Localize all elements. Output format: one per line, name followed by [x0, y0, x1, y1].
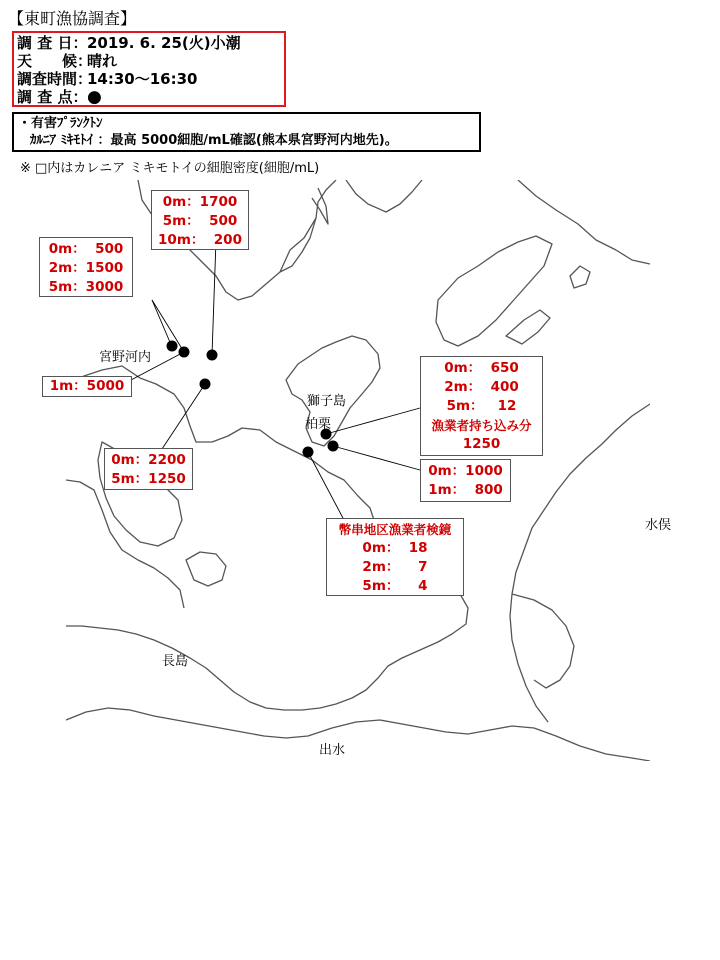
density-box-2-line-2: 2m：1500	[48, 260, 124, 276]
survey-point-6	[328, 441, 339, 452]
coast-west-channel	[66, 480, 184, 608]
density-box-6-line-1: 0m：1000	[428, 463, 503, 479]
place-minamata: 水俣	[645, 518, 672, 533]
survey-time-value: 14:30～16:30	[87, 70, 198, 88]
weather-label: 天 候：	[17, 52, 93, 70]
density-box-5-line-3: 5m： 12	[446, 398, 517, 414]
density-box-4-line-1: 0m：2200	[111, 452, 186, 468]
density-box-6-line-2: 1m： 800	[428, 482, 503, 498]
leader-line-8	[308, 452, 344, 520]
density-box-2-line-3: 5m：3000	[48, 279, 124, 295]
density-box-7-line-1: 0m： 18	[362, 540, 428, 556]
plankton-detail: ｶﾙﾆｱ ﾐｷﾓﾄｲ ：最高 5000細胞/mL確認(熊本県宮野河内地先)。	[30, 133, 398, 148]
density-box-3-line-1: 1m：5000	[49, 378, 125, 394]
survey-point-7	[303, 447, 314, 458]
survey-point-3	[207, 350, 218, 361]
density-box-5-line-1: 0m： 650	[444, 360, 519, 376]
density-box-1-line-1: 0m：1700	[162, 194, 238, 210]
density-box-5-sub-line-1: 1250	[462, 436, 501, 452]
coast-east-island-1	[436, 236, 552, 346]
density-box-7-line-3: 5m： 4	[362, 578, 428, 594]
density-box-1-line-3: 10m： 200	[158, 232, 242, 248]
density-box-2-line-1: 0m： 500	[48, 241, 124, 257]
place-shishijima: 獅子島	[307, 394, 347, 409]
leader-line-6	[326, 408, 420, 434]
coast-east-islet	[570, 266, 590, 288]
weather-row	[17, 52, 281, 70]
coast-east-island-2	[506, 310, 550, 344]
coast-east-edge	[518, 180, 650, 264]
density-box-2	[39, 237, 133, 297]
survey-points-row	[17, 88, 281, 106]
coast-north-east	[346, 180, 422, 212]
coast-west-lagoon	[186, 552, 226, 586]
place-nagashima: 長島	[162, 654, 189, 669]
survey-info-box	[12, 31, 286, 107]
density-box-5-line-2: 2m： 400	[444, 379, 519, 395]
place-miyanokawachi: 宮野河内	[99, 350, 152, 365]
survey-date-value: 2019. 6. 25(火)小潮	[87, 34, 241, 52]
survey-point-2	[179, 347, 190, 358]
plankton-summary-box	[12, 112, 481, 152]
density-box-3	[42, 376, 132, 397]
leader-line-7	[333, 446, 420, 470]
place-kashiwaguri: 柏栗	[305, 417, 332, 432]
density-box-4-line-2: 5m：1250	[111, 471, 186, 487]
coast-inlet	[312, 188, 328, 224]
density-box-5	[420, 356, 543, 456]
plankton-heading: ・有害ﾌﾟﾗﾝｸﾄﾝ	[18, 116, 103, 131]
coast-south	[66, 708, 650, 761]
leader-line-3	[152, 300, 172, 347]
density-box-5-sub-heading: 漁業者持ち込み分	[431, 418, 532, 433]
density-box-1-line-2: 5m： 500	[162, 213, 238, 229]
page-title: 【東町漁協調査】	[8, 9, 137, 28]
survey-time-label: 調査時間：	[17, 70, 93, 88]
place-izumi: 出水	[319, 743, 346, 758]
density-box-4	[104, 448, 193, 490]
density-box-7-heading: 幣串地区漁業者検鏡	[338, 522, 452, 537]
map-note: ※ □内はカレニア ミキモトイの細胞密度(細胞/mL)	[20, 161, 320, 176]
survey-point-4	[200, 379, 211, 390]
coast-north-bay	[280, 218, 316, 272]
density-box-6	[420, 459, 511, 502]
survey-point-1	[167, 341, 178, 352]
survey-date-label: 調 査 日：	[17, 34, 88, 52]
leader-line-1	[212, 240, 216, 355]
survey-points-label: 調 査 点：	[17, 88, 88, 106]
weather-value: 晴れ	[87, 52, 118, 70]
survey-date-row	[17, 34, 281, 52]
density-box-1	[151, 190, 249, 250]
survey-time-row	[17, 70, 281, 88]
survey-point-marker-icon: ●	[87, 87, 102, 107]
density-box-7	[326, 518, 464, 596]
density-box-7-line-2: 2m： 7	[362, 559, 428, 575]
